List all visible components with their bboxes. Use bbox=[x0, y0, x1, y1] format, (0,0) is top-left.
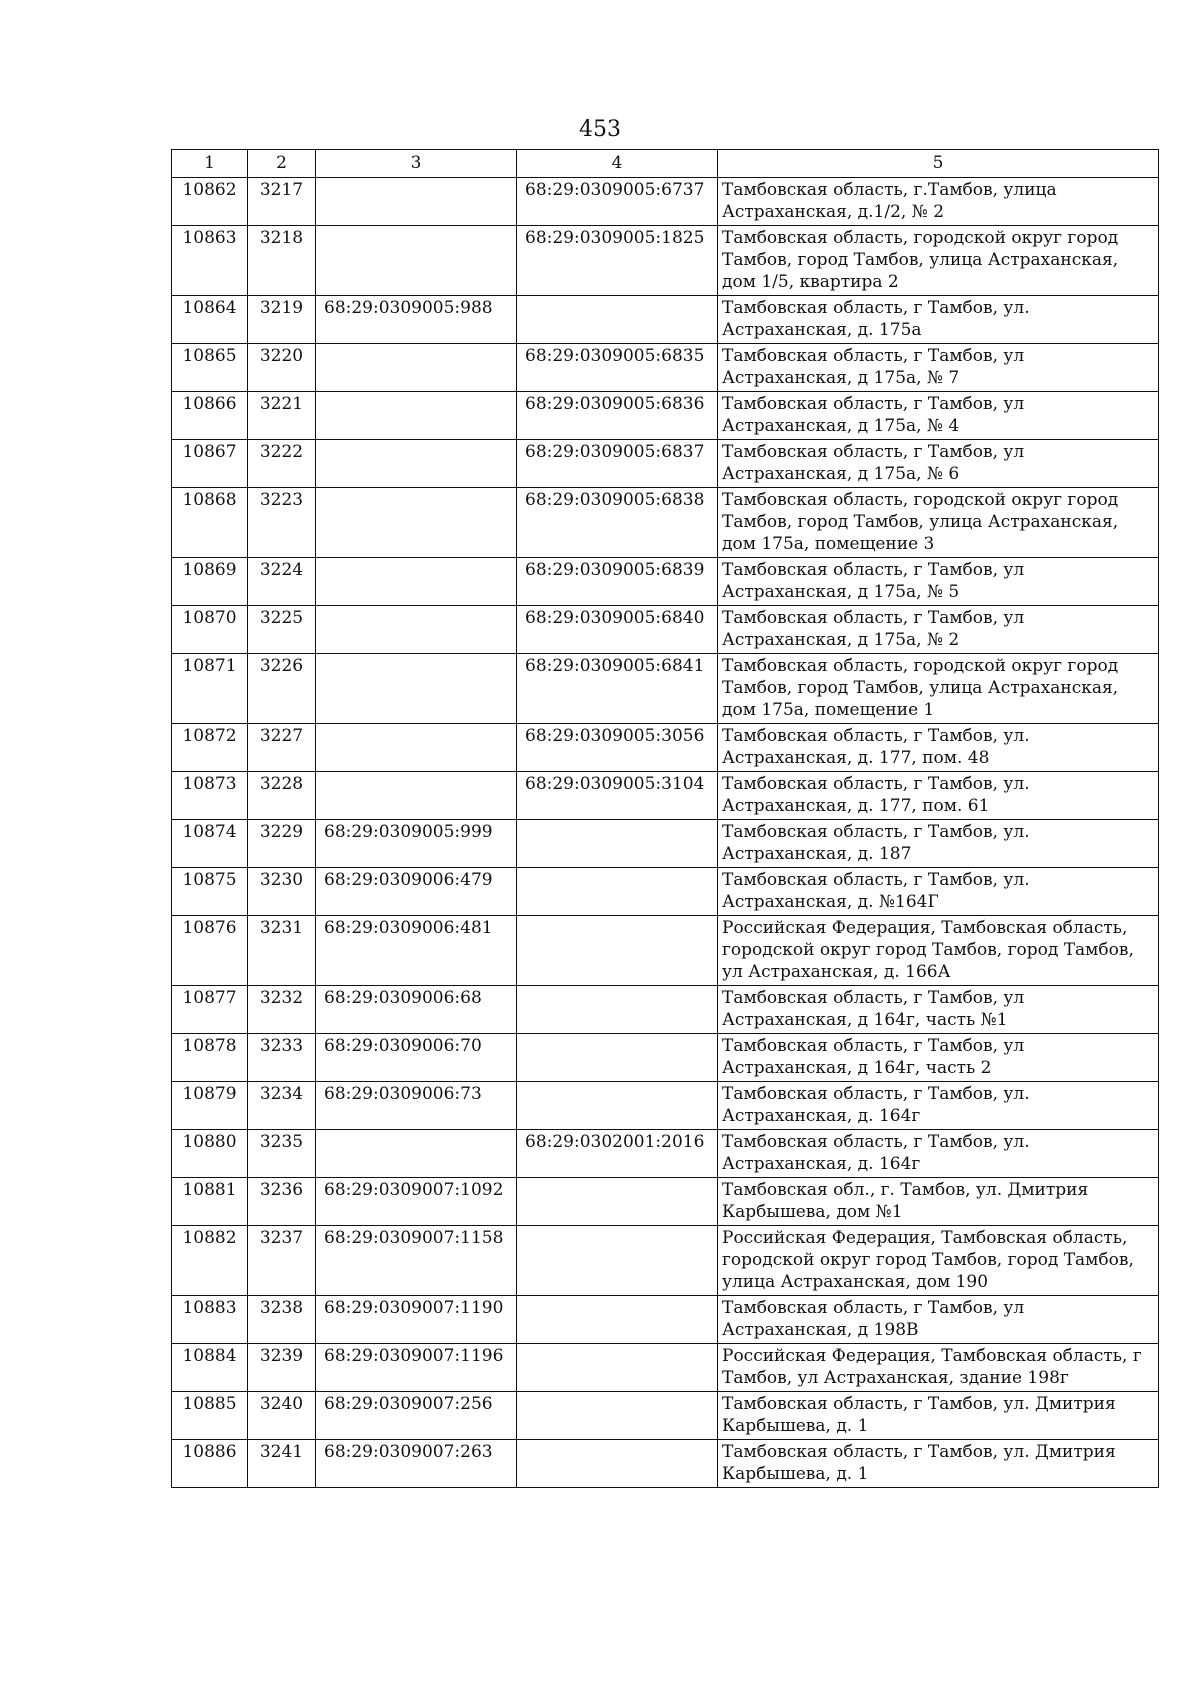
building-cadastral-cell: 68:29:0309005:6737 bbox=[517, 178, 718, 226]
land-cadastral-cell bbox=[316, 724, 517, 772]
table-row bbox=[172, 296, 1159, 344]
address-cell: Тамбовская область, г Тамбов, ул Астраханская, д 175а, № 6 bbox=[718, 440, 1159, 488]
land-cadastral-cell bbox=[316, 558, 517, 606]
building-cadastral-cell bbox=[517, 1082, 718, 1130]
address-cell: Тамбовская область, г Тамбов, ул. Астраханская, д. 187 bbox=[718, 820, 1159, 868]
address-cell: Тамбовская область, г Тамбов, ул Астраханская, д 164г, часть 2 bbox=[718, 1034, 1159, 1082]
address-cell: Тамбовская область, г Тамбов, ул. Астраханская, д. 175а bbox=[718, 296, 1159, 344]
item-number-cell: 3229 bbox=[248, 820, 316, 868]
item-number-cell: 3240 bbox=[248, 1392, 316, 1440]
land-cadastral-cell: 68:29:0309006:481 bbox=[316, 916, 517, 986]
address-cell: Тамбовская область, г Тамбов, ул. Астраханская, д. 164г bbox=[718, 1082, 1159, 1130]
land-cadastral-cell: 68:29:0309007:1092 bbox=[316, 1178, 517, 1226]
building-cadastral-cell: 68:29:0309005:3104 bbox=[517, 772, 718, 820]
land-cadastral-cell: 68:29:0309007:1158 bbox=[316, 1226, 517, 1296]
table-row bbox=[172, 820, 1159, 868]
table-header bbox=[172, 150, 1159, 178]
land-cadastral-cell: 68:29:0309006:70 bbox=[316, 1034, 517, 1082]
header-cell-5: 5 bbox=[718, 150, 1159, 178]
item-number-cell: 3225 bbox=[248, 606, 316, 654]
building-cadastral-cell bbox=[517, 1296, 718, 1344]
header-cell-3: 3 bbox=[316, 150, 517, 178]
address-cell: Тамбовская область, г Тамбов, ул. Астраханская, д. 177, пом. 48 bbox=[718, 724, 1159, 772]
item-number-cell: 3220 bbox=[248, 344, 316, 392]
building-cadastral-cell bbox=[517, 1392, 718, 1440]
address-cell: Тамбовская область, г Тамбов, ул Астраханская, д 175а, № 4 bbox=[718, 392, 1159, 440]
record-number-cell: 10884 bbox=[172, 1344, 248, 1392]
building-cadastral-cell: 68:29:0309005:6837 bbox=[517, 440, 718, 488]
land-cadastral-cell: 68:29:0309006:68 bbox=[316, 986, 517, 1034]
table-row bbox=[172, 1130, 1159, 1178]
record-number-cell: 10870 bbox=[172, 606, 248, 654]
land-cadastral-cell bbox=[316, 1130, 517, 1178]
item-number-cell: 3236 bbox=[248, 1178, 316, 1226]
item-number-cell: 3238 bbox=[248, 1296, 316, 1344]
record-number-cell: 10879 bbox=[172, 1082, 248, 1130]
table-row bbox=[172, 1082, 1159, 1130]
item-number-cell: 3219 bbox=[248, 296, 316, 344]
land-cadastral-cell bbox=[316, 772, 517, 820]
building-cadastral-cell bbox=[517, 1344, 718, 1392]
land-cadastral-cell bbox=[316, 178, 517, 226]
record-number-cell: 10885 bbox=[172, 1392, 248, 1440]
table-row bbox=[172, 1226, 1159, 1296]
record-number-cell: 10862 bbox=[172, 178, 248, 226]
record-number-cell: 10863 bbox=[172, 226, 248, 296]
record-number-cell: 10869 bbox=[172, 558, 248, 606]
record-number-cell: 10875 bbox=[172, 868, 248, 916]
land-cadastral-cell: 68:29:0309006:479 bbox=[316, 868, 517, 916]
land-cadastral-cell: 68:29:0309005:988 bbox=[316, 296, 517, 344]
building-cadastral-cell: 68:29:0309005:3056 bbox=[517, 724, 718, 772]
building-cadastral-cell bbox=[517, 1178, 718, 1226]
building-cadastral-cell: 68:29:0309005:6836 bbox=[517, 392, 718, 440]
item-number-cell: 3226 bbox=[248, 654, 316, 724]
table-row bbox=[172, 440, 1159, 488]
address-cell: Российская Федерация, Тамбовская область, городской округ город Тамбов, город Тамбов, улица Астраханская, дом 190 bbox=[718, 1226, 1159, 1296]
building-cadastral-cell bbox=[517, 916, 718, 986]
land-cadastral-cell: 68:29:0309007:263 bbox=[316, 1440, 517, 1488]
address-cell: Тамбовская область, городской округ город Тамбов, город Тамбов, улица Астраханская, дом 1/5, квартира 2 bbox=[718, 226, 1159, 296]
address-cell: Российская Федерация, Тамбовская область, г Тамбов, ул Астраханская, здание 198г bbox=[718, 1344, 1159, 1392]
item-number-cell: 3221 bbox=[248, 392, 316, 440]
table-row bbox=[172, 1034, 1159, 1082]
record-number-cell: 10876 bbox=[172, 916, 248, 986]
record-number-cell: 10874 bbox=[172, 820, 248, 868]
address-cell: Тамбовская область, г Тамбов, ул. Астраханская, д. №164Г bbox=[718, 868, 1159, 916]
table-row bbox=[172, 606, 1159, 654]
building-cadastral-cell bbox=[517, 868, 718, 916]
table-body bbox=[172, 178, 1159, 1488]
table-row bbox=[172, 558, 1159, 606]
record-number-cell: 10867 bbox=[172, 440, 248, 488]
page-number: 453 bbox=[579, 117, 621, 142]
item-number-cell: 3237 bbox=[248, 1226, 316, 1296]
building-cadastral-cell: 68:29:0309005:6838 bbox=[517, 488, 718, 558]
item-number-cell: 3232 bbox=[248, 986, 316, 1034]
address-cell: Тамбовская обл., г. Тамбов, ул. Дмитрия Карбышева, дом №1 bbox=[718, 1178, 1159, 1226]
item-number-cell: 3222 bbox=[248, 440, 316, 488]
land-cadastral-cell: 68:29:0309006:73 bbox=[316, 1082, 517, 1130]
item-number-cell: 3239 bbox=[248, 1344, 316, 1392]
building-cadastral-cell bbox=[517, 820, 718, 868]
record-number-cell: 10866 bbox=[172, 392, 248, 440]
address-cell: Тамбовская область, г Тамбов, ул. Дмитрия Карбышева, д. 1 bbox=[718, 1440, 1159, 1488]
address-cell: Тамбовская область, г Тамбов, ул Астраханская, д 175а, № 2 bbox=[718, 606, 1159, 654]
item-number-cell: 3223 bbox=[248, 488, 316, 558]
building-cadastral-cell: 68:29:0309005:6841 bbox=[517, 654, 718, 724]
building-cadastral-cell bbox=[517, 1440, 718, 1488]
table-row bbox=[172, 1178, 1159, 1226]
building-cadastral-cell: 68:29:0309005:6835 bbox=[517, 344, 718, 392]
record-number-cell: 10872 bbox=[172, 724, 248, 772]
record-number-cell: 10883 bbox=[172, 1296, 248, 1344]
item-number-cell: 3235 bbox=[248, 1130, 316, 1178]
address-cell: Тамбовская область, г Тамбов, ул Астраханская, д 175а, № 5 bbox=[718, 558, 1159, 606]
land-cadastral-cell bbox=[316, 392, 517, 440]
building-cadastral-cell: 68:29:0309005:6840 bbox=[517, 606, 718, 654]
table-row bbox=[172, 344, 1159, 392]
table-row bbox=[172, 178, 1159, 226]
land-cadastral-cell bbox=[316, 344, 517, 392]
item-number-cell: 3217 bbox=[248, 178, 316, 226]
address-cell: Тамбовская область, г Тамбов, ул Астраханская, д 198В bbox=[718, 1296, 1159, 1344]
header-row bbox=[172, 150, 1159, 178]
header-cell-4: 4 bbox=[517, 150, 718, 178]
land-cadastral-cell: 68:29:0309007:1196 bbox=[316, 1344, 517, 1392]
record-number-cell: 10882 bbox=[172, 1226, 248, 1296]
building-cadastral-cell bbox=[517, 296, 718, 344]
record-number-cell: 10886 bbox=[172, 1440, 248, 1488]
building-cadastral-cell bbox=[517, 1034, 718, 1082]
record-number-cell: 10871 bbox=[172, 654, 248, 724]
record-number-cell: 10878 bbox=[172, 1034, 248, 1082]
record-number-cell: 10880 bbox=[172, 1130, 248, 1178]
table-row bbox=[172, 1296, 1159, 1344]
registry-table bbox=[171, 149, 1159, 1488]
item-number-cell: 3231 bbox=[248, 916, 316, 986]
table-row bbox=[172, 986, 1159, 1034]
building-cadastral-cell: 68:29:0302001:2016 bbox=[517, 1130, 718, 1178]
land-cadastral-cell: 68:29:0309007:1190 bbox=[316, 1296, 517, 1344]
address-cell: Тамбовская область, г Тамбов, ул. Дмитрия Карбышева, д. 1 bbox=[718, 1392, 1159, 1440]
address-cell: Тамбовская область, г.Тамбов, улица Астраханская, д.1/2, № 2 bbox=[718, 178, 1159, 226]
table-row bbox=[172, 868, 1159, 916]
record-number-cell: 10877 bbox=[172, 986, 248, 1034]
item-number-cell: 3228 bbox=[248, 772, 316, 820]
land-cadastral-cell: 68:29:0309007:256 bbox=[316, 1392, 517, 1440]
item-number-cell: 3234 bbox=[248, 1082, 316, 1130]
table-row bbox=[172, 772, 1159, 820]
address-cell: Российская Федерация, Тамбовская область, городской округ город Тамбов, город Тамбов, ул Астраханская, д. 166А bbox=[718, 916, 1159, 986]
item-number-cell: 3241 bbox=[248, 1440, 316, 1488]
record-number-cell: 10865 bbox=[172, 344, 248, 392]
address-cell: Тамбовская область, г Тамбов, ул. Астраханская, д. 177, пом. 61 bbox=[718, 772, 1159, 820]
address-cell: Тамбовская область, городской округ город Тамбов, город Тамбов, улица Астраханская, дом 175а, помещение 1 bbox=[718, 654, 1159, 724]
item-number-cell: 3230 bbox=[248, 868, 316, 916]
item-number-cell: 3218 bbox=[248, 226, 316, 296]
building-cadastral-cell bbox=[517, 986, 718, 1034]
table-row bbox=[172, 1392, 1159, 1440]
table-row bbox=[172, 1440, 1159, 1488]
building-cadastral-cell: 68:29:0309005:6839 bbox=[517, 558, 718, 606]
item-number-cell: 3233 bbox=[248, 1034, 316, 1082]
header-cell-2: 2 bbox=[248, 150, 316, 178]
building-cadastral-cell: 68:29:0309005:1825 bbox=[517, 226, 718, 296]
address-cell: Тамбовская область, г Тамбов, ул Астраханская, д 175а, № 7 bbox=[718, 344, 1159, 392]
table-row bbox=[172, 392, 1159, 440]
record-number-cell: 10873 bbox=[172, 772, 248, 820]
address-cell: Тамбовская область, г Тамбов, ул Астраханская, д 164г, часть №1 bbox=[718, 986, 1159, 1034]
table-row bbox=[172, 916, 1159, 986]
item-number-cell: 3227 bbox=[248, 724, 316, 772]
land-cadastral-cell: 68:29:0309005:999 bbox=[316, 820, 517, 868]
header-cell-1: 1 bbox=[172, 150, 248, 178]
record-number-cell: 10868 bbox=[172, 488, 248, 558]
land-cadastral-cell bbox=[316, 226, 517, 296]
record-number-cell: 10864 bbox=[172, 296, 248, 344]
item-number-cell: 3224 bbox=[248, 558, 316, 606]
table-row bbox=[172, 226, 1159, 296]
table-row bbox=[172, 488, 1159, 558]
land-cadastral-cell bbox=[316, 488, 517, 558]
land-cadastral-cell bbox=[316, 606, 517, 654]
land-cadastral-cell bbox=[316, 654, 517, 724]
table-row bbox=[172, 724, 1159, 772]
table-row bbox=[172, 654, 1159, 724]
building-cadastral-cell bbox=[517, 1226, 718, 1296]
table-row bbox=[172, 1344, 1159, 1392]
land-cadastral-cell bbox=[316, 440, 517, 488]
address-cell: Тамбовская область, городской округ город Тамбов, город Тамбов, улица Астраханская, дом 175а, помещение 3 bbox=[718, 488, 1159, 558]
record-number-cell: 10881 bbox=[172, 1178, 248, 1226]
address-cell: Тамбовская область, г Тамбов, ул. Астраханская, д. 164г bbox=[718, 1130, 1159, 1178]
